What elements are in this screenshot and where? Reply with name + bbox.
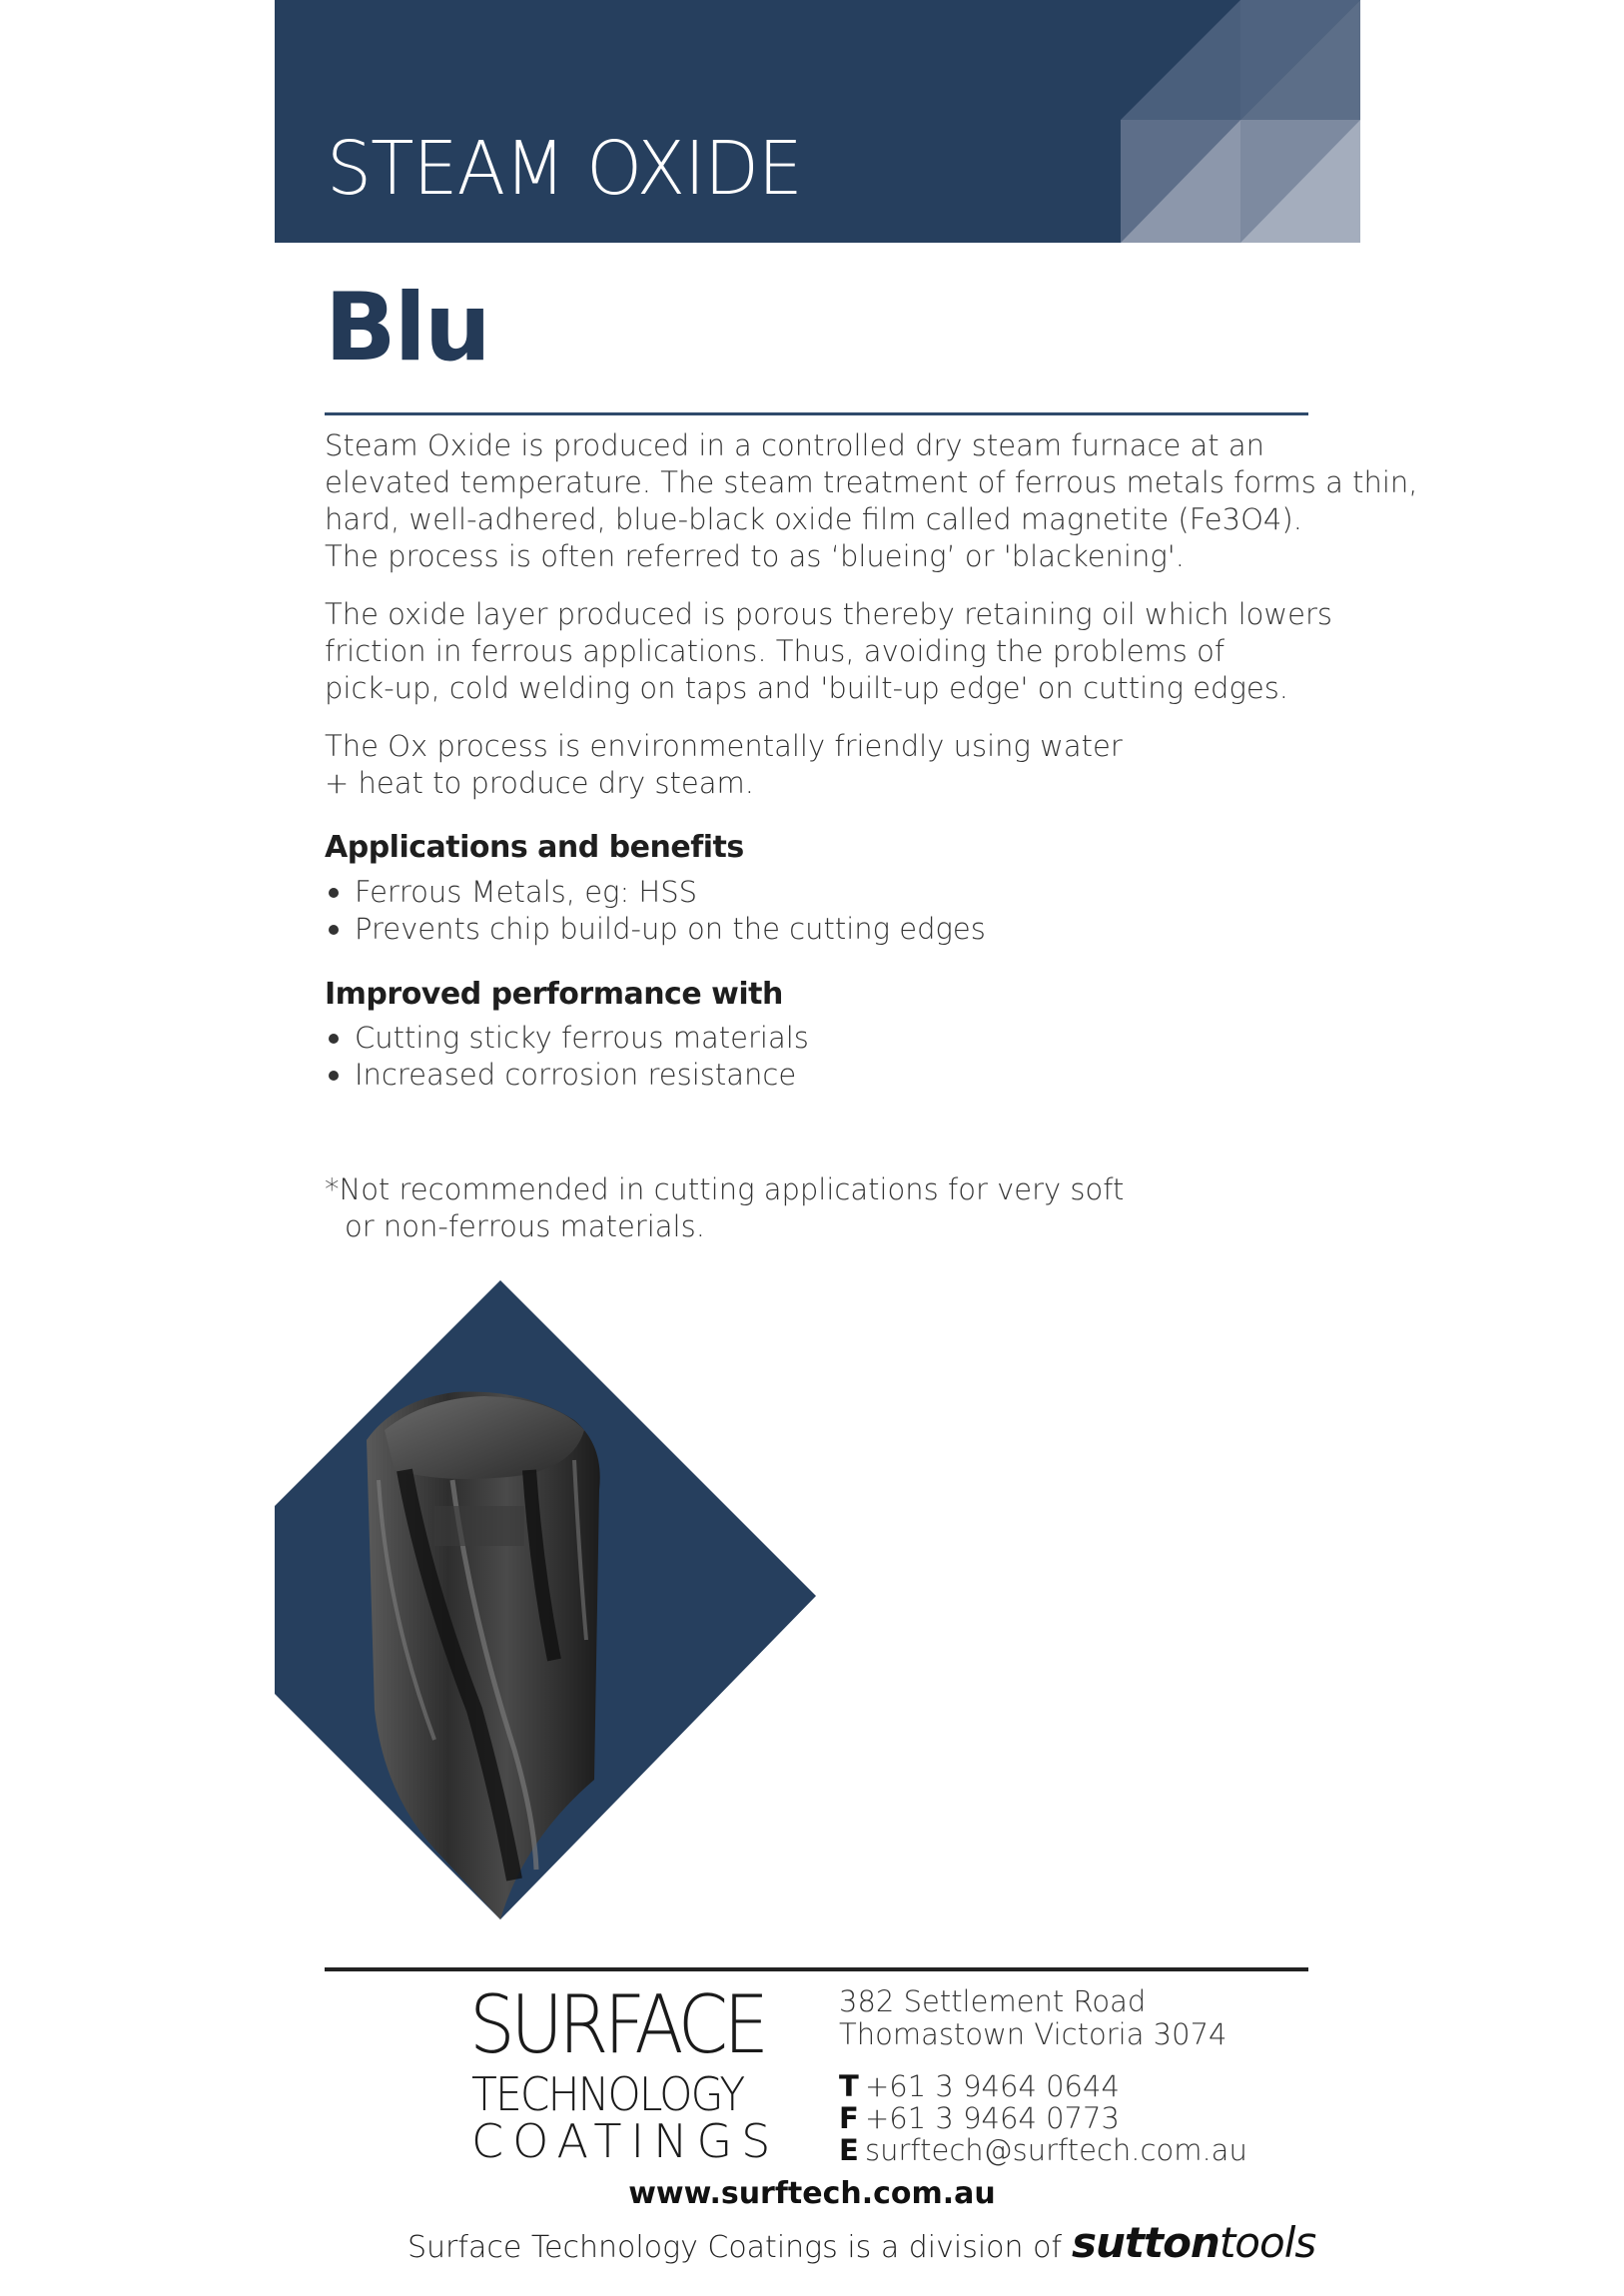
logo-line-coatings: COATINGS bbox=[471, 2114, 780, 2168]
company-address bbox=[839, 1985, 1226, 2051]
intro-paragraph-2 bbox=[325, 596, 1333, 707]
contact-value[interactable]: surftech@surftech.com.au bbox=[865, 2133, 1247, 2167]
applications-list bbox=[325, 874, 986, 948]
text-line: Steam Oxide is produced in a controlled dry steam furnace at an bbox=[325, 428, 1265, 462]
brand-part-1: sutton bbox=[1072, 2218, 1219, 2267]
contact-key: T bbox=[839, 2069, 859, 2103]
list-item-text: Prevents chip build-up on the cutting edges bbox=[355, 912, 986, 946]
footnote bbox=[325, 1171, 1124, 1245]
logo-line-technology: TECHNOLOGY bbox=[471, 2067, 744, 2121]
bullet-icon bbox=[329, 1071, 339, 1081]
website-link[interactable]: www.surftech.com.au bbox=[628, 2176, 996, 2211]
text-line: The Ox process is environmentally friendly using water bbox=[325, 729, 1123, 763]
address-line: Thomastown Victoria 3074 bbox=[839, 2017, 1227, 2051]
contact-fax bbox=[839, 2102, 1247, 2134]
footnote-line: *Not recommended in cutting applications for very soft bbox=[325, 1172, 1125, 1206]
contact-key: F bbox=[839, 2101, 859, 2135]
footnote-line: or non-ferrous materials. bbox=[345, 1209, 705, 1243]
product-name: Blu bbox=[325, 274, 489, 383]
contact-email[interactable] bbox=[839, 2134, 1247, 2166]
text-line: + heat to produce dry steam. bbox=[325, 766, 754, 800]
list-item bbox=[325, 1020, 809, 1057]
text-line: elevated temperature. The steam treatment of ferrous metals forms a thin, bbox=[325, 465, 1418, 499]
contact-list bbox=[839, 2070, 1247, 2166]
divider-bottom bbox=[325, 1967, 1308, 1971]
list-item bbox=[325, 874, 986, 911]
list-item bbox=[325, 911, 986, 948]
text-line: hard, well-adhered, blue-black oxide film called magnetite (Fe3O4). bbox=[325, 502, 1302, 536]
division-statement bbox=[407, 2218, 1316, 2267]
intro-paragraph-1 bbox=[325, 427, 1418, 575]
list-item bbox=[325, 1057, 809, 1094]
list-item-text: Increased corrosion resistance bbox=[355, 1058, 797, 1092]
reamer-tool-icon bbox=[275, 1280, 816, 1919]
performance-heading: Improved performance with bbox=[325, 977, 783, 1012]
address-line: 382 Settlement Road bbox=[839, 1984, 1147, 2018]
brand-part-2: tools bbox=[1218, 2218, 1316, 2267]
bullet-icon bbox=[329, 925, 339, 935]
contact-value: +61 3 9464 0644 bbox=[865, 2069, 1120, 2103]
intro-paragraph-3 bbox=[325, 728, 1323, 802]
list-item-text: Ferrous Metals, eg: HSS bbox=[355, 875, 698, 909]
sutton-tools-logo bbox=[1072, 2218, 1316, 2267]
text-line: pick-up, cold welding on taps and 'built-up edge' on cutting edges. bbox=[325, 671, 1289, 705]
divider-top bbox=[325, 412, 1308, 415]
list-item-text: Cutting sticky ferrous materials bbox=[355, 1021, 809, 1055]
division-text: Surface Technology Coatings is a division of bbox=[407, 2230, 1063, 2265]
company-logo bbox=[469, 1978, 789, 2168]
contact-phone bbox=[839, 2070, 1247, 2102]
text-line: friction in ferrous applications. Thus, avoiding the problems of bbox=[325, 634, 1225, 668]
bullet-icon bbox=[329, 888, 339, 898]
header-band bbox=[275, 0, 1360, 243]
header-title: STEAM OXIDE bbox=[327, 126, 802, 212]
contact-value: +61 3 9464 0773 bbox=[865, 2101, 1120, 2135]
text-line: The process is often referred to as ‘blueing’ or 'blackening'. bbox=[325, 539, 1185, 573]
triangle-pattern-icon bbox=[1121, 0, 1360, 243]
applications-heading: Applications and benefits bbox=[325, 830, 744, 865]
contact-key: E bbox=[839, 2133, 859, 2167]
logo-line-surface: SURFACE bbox=[469, 1978, 765, 2071]
bullet-icon bbox=[329, 1034, 339, 1044]
text-line: The oxide layer produced is porous thereby retaining oil which lowers bbox=[325, 597, 1333, 631]
performance-list bbox=[325, 1020, 809, 1094]
